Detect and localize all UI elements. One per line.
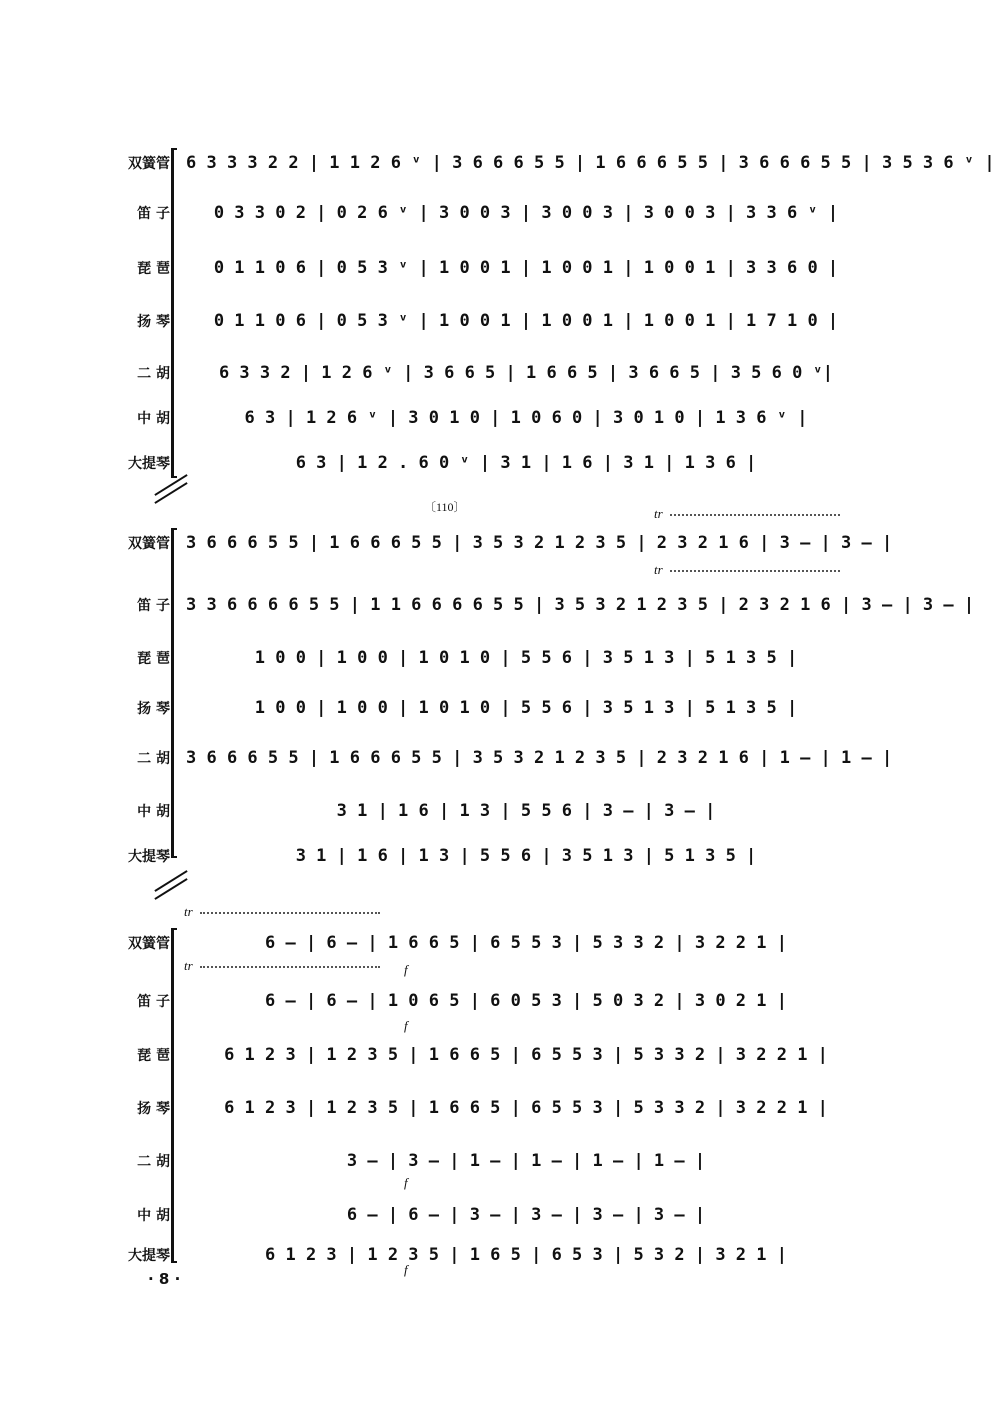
notation-line: 3 6 6 6 5 5 | 1 6 6 6 5 5 | 3 5 3 2 1 2 3 5 | 2 3 2 1 6 | 3 — | 3 — | — [186, 533, 893, 553]
dynamic-mark: f — [404, 1018, 408, 1033]
staff-row-dizi — [0, 190, 990, 236]
instrument-name: 扬 琴 — [137, 314, 170, 330]
rehearsal-mark: 〔110〕 — [424, 500, 466, 514]
instrument-name: 二 胡 — [137, 1154, 170, 1170]
staff-row-zhonghu — [0, 788, 990, 834]
instrument-name: 大提琴 — [128, 456, 170, 472]
staff-row-pipa — [0, 635, 990, 681]
instrument-name: 扬 琴 — [137, 1101, 170, 1117]
instrument-name: 大提琴 — [128, 1248, 170, 1264]
notation-line: 3 1 | 1 6 | 1 3 | 5 5 6 | 3 — | 3 — | — [336, 801, 716, 821]
trill-mark: tr — [654, 562, 663, 577]
trill-mark: tr — [184, 958, 193, 973]
dynamic-mark: f — [404, 1175, 408, 1190]
instrument-name: 琵 琶 — [137, 261, 170, 277]
instrument-name: 二 胡 — [137, 366, 170, 382]
staff-row-yangqin — [0, 1085, 990, 1131]
dynamic-mark: f — [404, 962, 408, 977]
staff-row-cello — [0, 833, 990, 879]
instrument-name: 双簧管 — [128, 936, 170, 952]
staff-row-dizi — [0, 582, 990, 628]
notation-line: 6 3 3 3 2 2 | 1 1 2 6 ᵛ | 3 6 6 6 5 5 | 1 6 6 6 5 5 | 3 6 6 6 5 5 | 3 5 3 6 ᵛ | — [186, 153, 995, 173]
instrument-name: 笛 子 — [137, 994, 170, 1010]
notation-line: 6 — | 6 — | 3 — | 3 — | 3 — | 3 — | — [346, 1205, 706, 1225]
notation-line: 0 1 1 0 6 | 0 5 3 ᵛ | 1 0 0 1 | 1 0 0 1 | 1 0 0 1 | 1 7 1 0 | — [213, 311, 839, 331]
staff-row-erhu — [0, 1138, 990, 1184]
instrument-name: 大提琴 — [128, 849, 170, 865]
staff-row-oboe — [0, 140, 995, 186]
staff-row-erhu — [0, 735, 990, 781]
notation-line: 3 1 | 1 6 | 1 3 | 5 5 6 | 3 5 1 3 | 5 1 3 5 | — [295, 846, 757, 866]
staff-row-oboe — [0, 520, 990, 566]
notation-line: 6 — | 6 — | 1 6 6 5 | 6 5 5 3 | 5 3 3 2 | 3 2 2 1 | — [265, 933, 787, 953]
notation-line: 0 1 1 0 6 | 0 5 3 ᵛ | 1 0 0 1 | 1 0 0 1 | 1 0 0 1 | 3 3 6 0 | — [213, 258, 839, 278]
page-number: · 8 · — [148, 1270, 181, 1288]
staff-row-oboe — [0, 920, 990, 966]
notation-line: 6 1 2 3 | 1 2 3 5 | 1 6 5 | 6 5 3 | 5 3 2 | 3 2 1 | — [265, 1245, 787, 1265]
instrument-name: 中 胡 — [137, 1208, 170, 1224]
staff-row-yangqin — [0, 298, 990, 344]
trill-line — [200, 912, 380, 920]
notation-line: 3 6 6 6 5 5 | 1 6 6 6 5 5 | 3 5 3 2 1 2 3 5 | 2 3 2 1 6 | 1 — | 1 — | — [186, 748, 893, 768]
instrument-name: 笛 子 — [137, 598, 170, 614]
notation-line: 6 3 | 1 2 . 6 0 ᵛ | 3 1 | 1 6 | 3 1 | 1 3 6 | — [295, 453, 757, 473]
trill-line — [670, 570, 840, 578]
instrument-name: 扬 琴 — [137, 701, 170, 717]
notation-line: 6 1 2 3 | 1 2 3 5 | 1 6 6 5 | 6 5 5 3 | 5 3 3 2 | 3 2 2 1 | — [224, 1045, 828, 1065]
instrument-name: 双簧管 — [128, 536, 170, 552]
notation-line: 6 3 3 2 | 1 2 6 ᵛ | 3 6 6 5 | 1 6 6 5 | 3 6 6 5 | 3 5 6 0 ᵛ| — [218, 363, 834, 383]
notation-line: 6 3 | 1 2 6 ᵛ | 3 0 1 0 | 1 0 6 0 | 3 0 1 0 | 1 3 6 ᵛ | — [244, 408, 808, 428]
staff-row-erhu — [0, 350, 990, 396]
staff-row-pipa — [0, 245, 990, 291]
notation-line: 3 — | 3 — | 1 — | 1 — | 1 — | 1 — | — [346, 1151, 706, 1171]
staff-row-cello — [0, 440, 990, 486]
trill-line — [200, 966, 380, 974]
staff-row-dizi — [0, 978, 990, 1024]
instrument-name: 双簧管 — [128, 156, 170, 172]
notation-line: 3 3 6 6 6 6 5 5 | 1 1 6 6 6 6 5 5 | 3 5 3 2 1 2 3 5 | 2 3 2 1 6 | 3 — | 3 — | — [186, 595, 975, 615]
trill-mark: tr — [654, 506, 663, 521]
notation-line: 0 3 3 0 2 | 0 2 6 ᵛ | 3 0 0 3 | 3 0 0 3 | 3 0 0 3 | 3 3 6 ᵛ | — [213, 203, 839, 223]
notation-line: 1 0 0 | 1 0 0 | 1 0 1 0 | 5 5 6 | 3 5 1 3 | 5 1 3 5 | — [254, 648, 798, 668]
notation-line: 6 — | 6 — | 1 0 6 5 | 6 0 5 3 | 5 0 3 2 | 3 0 2 1 | — [265, 991, 787, 1011]
instrument-name: 中 胡 — [137, 804, 170, 820]
notation-line: 1 0 0 | 1 0 0 | 1 0 1 0 | 5 5 6 | 3 5 1 3 | 5 1 3 5 | — [254, 698, 798, 718]
instrument-name: 琵 琶 — [137, 1048, 170, 1064]
notation-line: 6 1 2 3 | 1 2 3 5 | 1 6 6 5 | 6 5 5 3 | 5 3 3 2 | 3 2 2 1 | — [224, 1098, 828, 1118]
instrument-name: 二 胡 — [137, 751, 170, 767]
instrument-name: 中 胡 — [137, 411, 170, 427]
instrument-name: 笛 子 — [137, 206, 170, 222]
staff-row-pipa — [0, 1032, 990, 1078]
trill-mark: tr — [184, 904, 193, 919]
staff-row-zhonghu — [0, 395, 990, 441]
instrument-name: 琵 琶 — [137, 651, 170, 667]
staff-row-yangqin — [0, 685, 990, 731]
dynamic-mark: f — [404, 1262, 408, 1277]
